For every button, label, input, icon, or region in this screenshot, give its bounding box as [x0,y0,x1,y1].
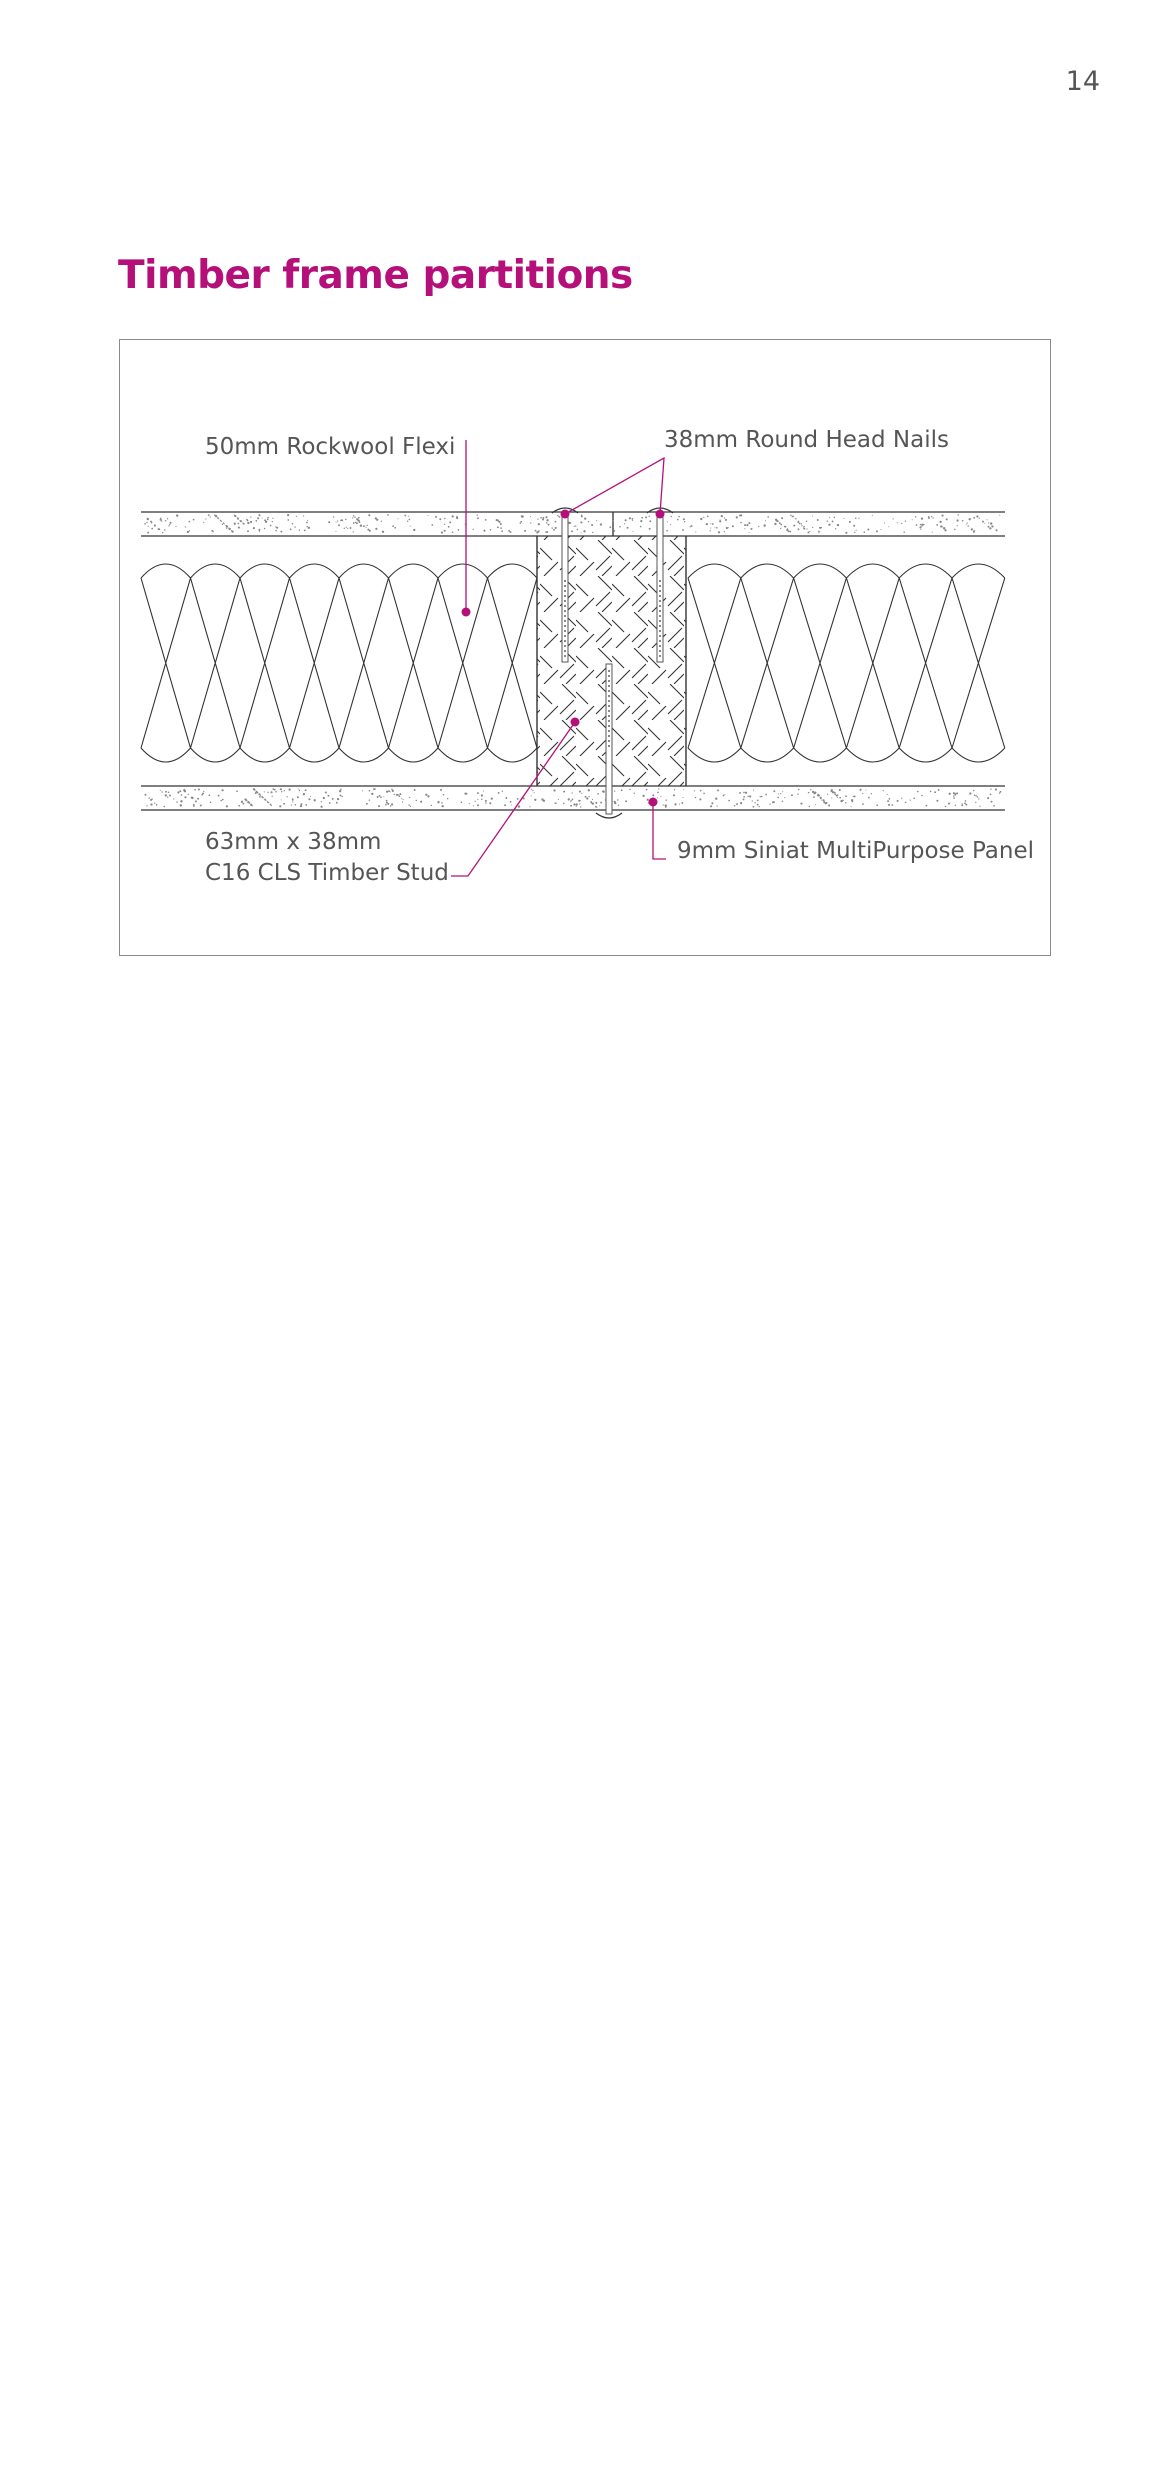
section-title: Timber frame partitions [118,253,633,298]
bottom-board [141,786,1005,810]
leader-insulation-dot [462,608,471,617]
leader-nail-left-dot [561,510,570,519]
leader-stud-dot [571,718,580,727]
callout-insulation: 50mm Rockwool Flexi [205,434,456,460]
callout-nails: 38mm Round Head Nails [664,427,949,453]
callout-panel: 9mm Siniat MultiPurpose Panel [677,838,1035,864]
leader-nail-right-dot [656,510,665,519]
page-number: 14 [1065,66,1100,97]
leader-nails [565,458,664,514]
top-board [141,512,1005,536]
callout-stud-line1: 63mm x 38mm [205,829,382,855]
callout-stud-line2: C16 CLS Timber Stud [205,860,449,886]
leader-panel-dot [649,798,658,807]
